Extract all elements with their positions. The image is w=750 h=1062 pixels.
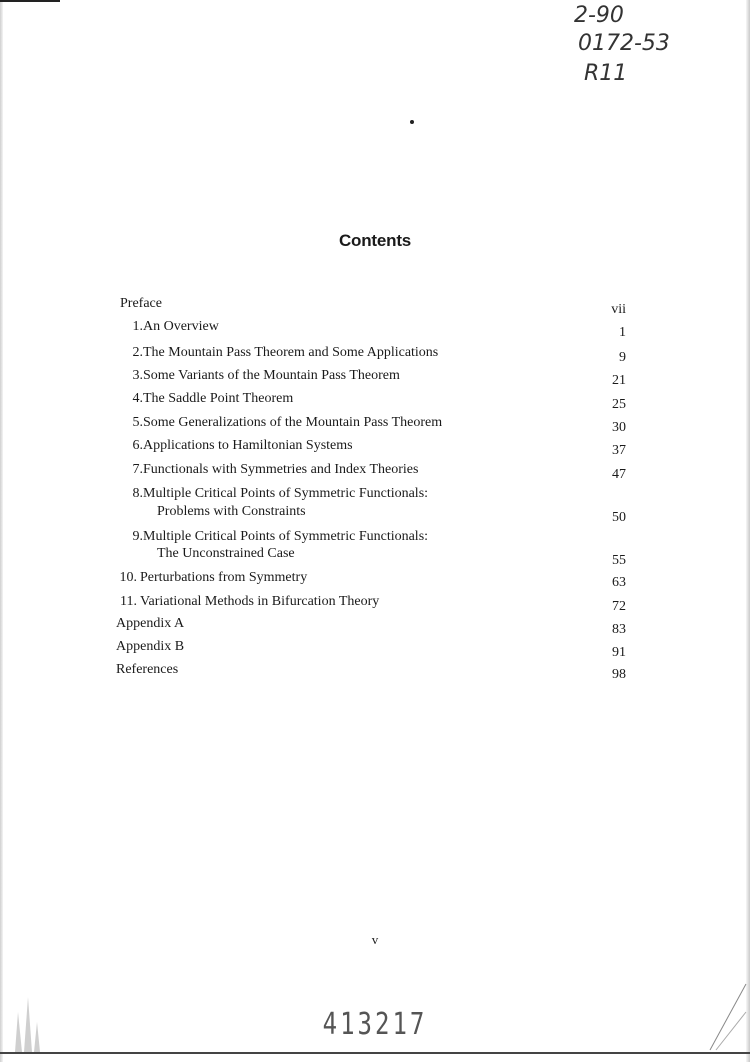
toc-page: 37 (612, 443, 626, 458)
toc-page: 25 (612, 397, 626, 412)
toc-label: Multiple Critical Points of Symmetric Functionals: (143, 486, 429, 501)
toc-number: 2. (132, 345, 143, 360)
toc-page: 47 (612, 467, 626, 482)
toc-number: 5. (132, 415, 143, 430)
toc-label: Some Generalizations of the Mountain Pass Theorem (143, 415, 443, 430)
toc-label: Some Variants of the Mountain Pass Theorem (143, 368, 400, 383)
toc-page: 21 (612, 373, 626, 388)
toc-number: 4. (132, 391, 143, 406)
toc-label: Appendix B (116, 639, 185, 654)
scan-edge-left (0, 0, 3, 1062)
toc-number: 7. (132, 462, 143, 477)
toc-label: Multiple Critical Points of Symmetric Functionals: (143, 529, 429, 544)
toc-label: Applications to Hamiltonian Systems (143, 438, 353, 453)
scan-edge-bottom (0, 1052, 750, 1054)
toc-page: 50 (612, 510, 626, 525)
toc-number: 8. (132, 486, 143, 501)
scan-edge-top (0, 0, 60, 2)
toc-number: 10. (119, 570, 137, 585)
toc-label: The Saddle Point Theorem (143, 391, 294, 406)
toc-number: 6. (132, 438, 143, 453)
page-title: Contents (338, 231, 412, 250)
toc-number: 3. (132, 368, 143, 383)
toc-label: The Mountain Pass Theorem and Some Applications (143, 345, 439, 360)
toc-page: 91 (612, 645, 626, 660)
toc-label: Functionals with Symmetries and Index Theories (143, 462, 419, 477)
toc-label: Preface (120, 296, 162, 311)
toc-page: 72 (612, 599, 626, 614)
handwritten-line: R11 (584, 61, 628, 86)
handwritten-note (560, 0, 700, 95)
toc-page: 83 (612, 622, 626, 637)
accession-stamp: 413217 (322, 1006, 428, 1042)
stray-mark (410, 120, 414, 124)
scan-edge-right (746, 0, 750, 1062)
toc-page: 30 (612, 420, 626, 435)
toc-page: 63 (612, 575, 626, 590)
toc-page: 1 (619, 325, 626, 340)
toc-label: Perturbations from Symmetry (140, 570, 308, 585)
toc-label-continued: Problems with Constraints (157, 504, 306, 519)
toc-label-continued: The Unconstrained Case (157, 546, 295, 561)
handwritten-line: 0172-53 (578, 31, 670, 56)
toc-number: 9. (132, 529, 143, 544)
toc-page: vii (611, 302, 626, 317)
toc-page: 98 (612, 667, 626, 682)
toc-label: Variational Methods in Bifurcation Theory (140, 594, 380, 609)
toc-page: 55 (612, 553, 626, 568)
toc-number: 1. (132, 319, 143, 334)
toc-number: 11. (120, 594, 137, 609)
toc-label: References (116, 662, 179, 677)
toc-label: An Overview (143, 319, 219, 334)
page-number: v (371, 932, 379, 947)
toc-page: 9 (619, 350, 626, 365)
handwritten-line: 2-90 (574, 3, 624, 28)
toc-label: Appendix A (116, 616, 185, 631)
